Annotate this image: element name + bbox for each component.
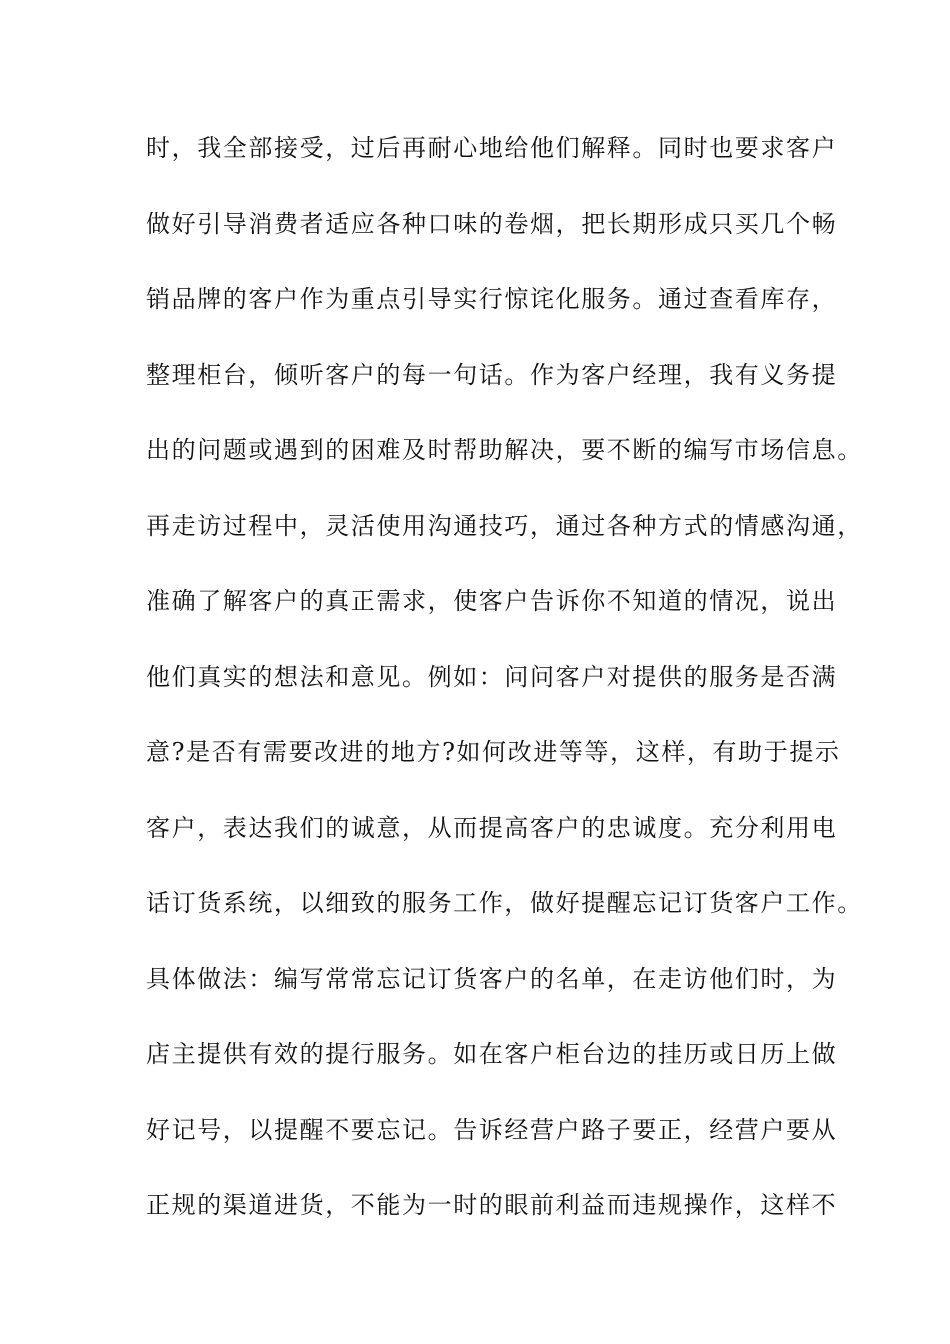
text-line: 时，我全部接受，过后再耐心地给他们解释。同时也要求客户 — [146, 134, 838, 162]
text-line: 话订货系统，以细致的服务工作，做好提醒忘记订货客户工作。 — [146, 889, 863, 917]
text-line: 准确了解客户的真正需求，使客户告诉你不知道的情况，说出 — [146, 587, 838, 615]
text-line: 意?是否有需要改进的地方?如何改进等等，这样，有助于提示 — [146, 738, 841, 766]
text-line: 客户，表达我们的诚意，从而提高客户的忠诚度。充分利用电 — [146, 813, 838, 842]
text-line: 销品牌的客户作为重点引导实行惊诧化服务。通过查看库存， — [146, 285, 838, 313]
text-line: 店主提供有效的提行服务。如在客户柜台边的挂历或日历上做 — [146, 1040, 838, 1068]
text-line: 出的问题或遇到的困难及时帮助解决，要不断的编写市场信息。 — [146, 436, 863, 464]
text-line: 他们真实的想法和意见。例如：问问客户对提供的服务是否满 — [146, 662, 838, 691]
text-line: 做好引导消费者适应各种口味的卷烟，把长期形成只买几个畅 — [146, 209, 838, 238]
text-line: 再走访过程中，灵活使用沟通技巧，通过各种方式的情感沟通， — [146, 511, 863, 540]
text-line: 整理柜台，倾听客户的每一句话。作为客户经理，我有义务提 — [146, 360, 838, 389]
text-line: 正规的渠道进货，不能为一时的眼前利益而违规操作，这样不 — [146, 1191, 838, 1219]
text-line: 好记号，以提醒不要忘记。告诉经营户路子要正，经营户要从 — [146, 1115, 838, 1144]
body-text — [146, 128, 863, 1261]
text-line: 具体做法：编写常常忘记订货客户的名单，在走访他们时，为 — [146, 964, 838, 993]
